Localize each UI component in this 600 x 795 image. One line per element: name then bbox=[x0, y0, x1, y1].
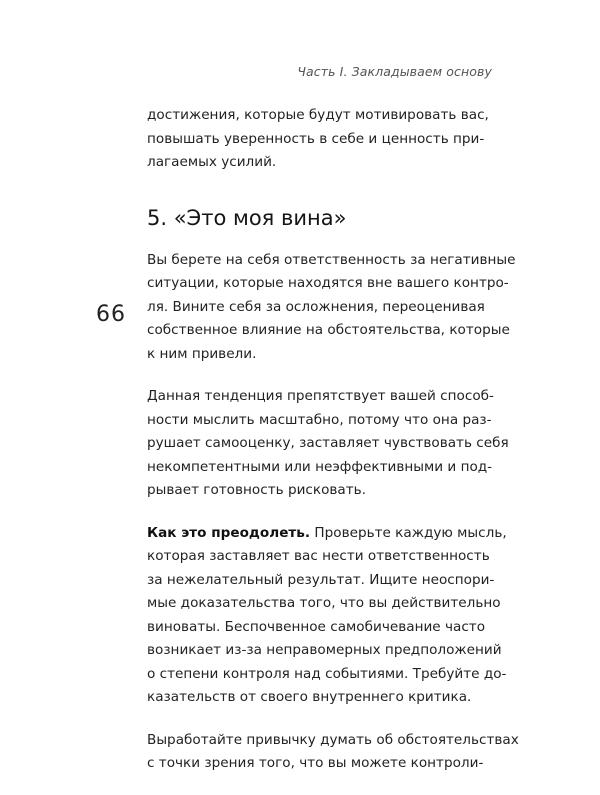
text-line: лагаемых усилий. bbox=[147, 154, 277, 170]
page-body bbox=[147, 104, 519, 795]
text-line: рывает готовность рисковать. bbox=[147, 482, 367, 498]
text-line: мые доказательства того, что вы действительно bbox=[147, 595, 501, 611]
text-line: некомпетентными или неэффективными и под- bbox=[147, 458, 493, 475]
text-line bbox=[147, 522, 507, 546]
text-line: с точки зрения того, что вы можете контроли- bbox=[147, 755, 484, 771]
paragraph-habit bbox=[147, 729, 519, 776]
paragraph-continuation bbox=[147, 104, 497, 175]
lead-line-rest: Проверьте каждую мысль, bbox=[310, 524, 507, 541]
text-line: возникает из-за неправомерных предположений bbox=[147, 642, 502, 658]
text-line: к ним привели. bbox=[147, 345, 257, 362]
text-line: Данная тенденция препятствует вашей способ- bbox=[147, 388, 494, 404]
text-line: о степени контроля над событиями. Требуйте до- bbox=[147, 665, 507, 682]
text-line: ности мыслить масштабно, потому что она раз- bbox=[147, 411, 492, 428]
text-line: казательств от своего внутреннего критика. bbox=[147, 689, 472, 705]
text-line: которая заставляет вас нести ответственность bbox=[147, 548, 490, 564]
bold-lead-in: Как это преодолеть. bbox=[147, 524, 311, 541]
paragraph-how-to-overcome bbox=[147, 522, 507, 710]
text-line: ля. Вините себя за осложнения, переоценивая bbox=[147, 298, 485, 315]
paragraph-description bbox=[147, 249, 516, 367]
text-line: Выработайте привычку думать об обстоятельствах bbox=[147, 731, 519, 748]
text-line: повышать уверенность в себе и ценность при- bbox=[147, 130, 485, 147]
text-line: рушает самооценку, заставляет чувствовать себя bbox=[147, 435, 509, 451]
text-line: Вы берете на себя ответственность за негативные bbox=[147, 251, 516, 268]
text-line: собственное влияние на обстоятельства, которые bbox=[147, 322, 510, 338]
paragraph-consequence bbox=[147, 385, 509, 503]
running-header: Часть I. Закладываем основу bbox=[297, 64, 492, 79]
page-number: 66 bbox=[96, 302, 126, 327]
text-line: виноваты. Беспочвенное самобичевание часто bbox=[147, 618, 486, 635]
text-line: достижения, которые будут мотивировать вас, bbox=[147, 107, 489, 123]
text-line: ситуации, которые находятся вне вашего контро- bbox=[147, 275, 509, 291]
section-heading: 5. «Это моя вина» bbox=[147, 205, 347, 230]
text-line: за нежелательный результат. Ищите неоспори- bbox=[147, 571, 495, 588]
